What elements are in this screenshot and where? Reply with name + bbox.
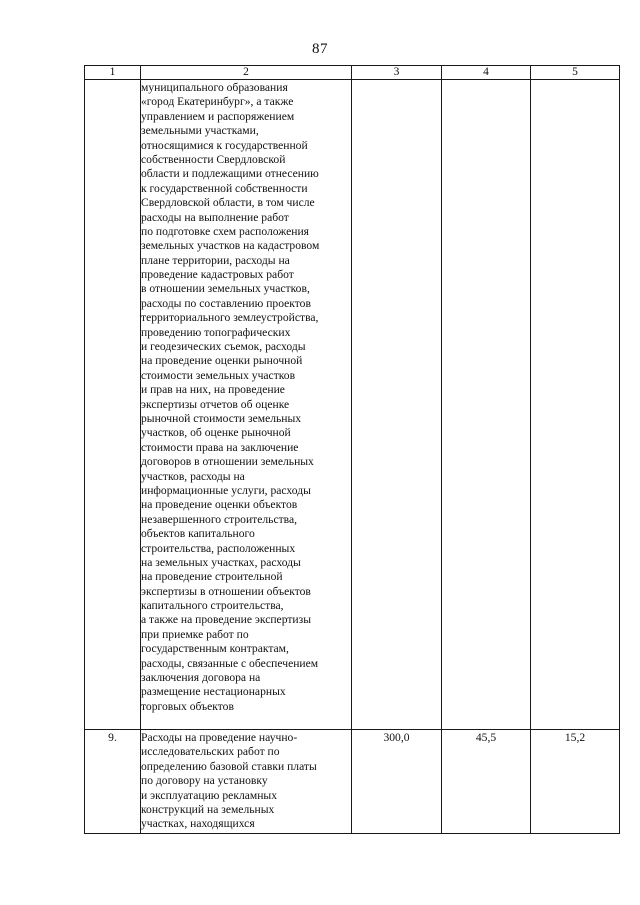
description-cell (141, 730, 352, 834)
value-cell-col3 (352, 80, 442, 730)
table-row (85, 80, 620, 730)
header-cell-2: 2 (141, 66, 352, 80)
budget-table (84, 65, 620, 834)
description-text: муниципального образования «город Екатеринбург», а также управлением и распоряжением земельными участками, относящимися к государственной собственности Свердловской области и подлежащими отнесению к государственной собственности Свердловской области, в том числе расходы на выполнение работ по подготовке схем расположения земельных участков на кадастровом плане территории, расходы на проведение кадастровых работ в отношении земельных участков, расходы по составлению проектов территориального землеустройства, проведению топографических и геодезических съемок, расходы на проведение оценки рыночной стоимости земельных участков и прав на них, на проведение экспертизы отчетов об оценке рыночной стоимости земельных участков, об оценке рыночной стоимости права на заключение договоров в отношении земельных участков, расходы на информационные услуги, расходы на проведение оценки объектов незавершенного строительства, объектов капитального строительства, расположенных на земельных участках, расходы на проведение строительной экспертизы в отношении объектов капитального строительства, а также на проведение экспертизы при приемке работ по государственным контрактам, расходы, связанные с обеспечением заключения договора на размещение нестационарных торговых объектов (141, 81, 320, 713)
value-cell-col5: 15,2 (531, 730, 620, 834)
value-cell-col5 (531, 80, 620, 730)
row-number-cell: 9. (85, 730, 141, 834)
header-cell-3: 3 (352, 66, 442, 80)
description-cell (141, 80, 352, 730)
table-header-row (85, 66, 620, 80)
value-cell-col4: 45,5 (442, 730, 531, 834)
value-cell-col3: 300,0 (352, 730, 442, 834)
header-cell-4: 4 (442, 66, 531, 80)
value-cell-col4 (442, 80, 531, 730)
header-cell-5: 5 (531, 66, 620, 80)
header-cell-1: 1 (85, 66, 141, 80)
description-text: Расходы на проведение научно- исследовательских работ по определению базовой ставки платы по договору на установку и эксплуатацию рекламных конструкций на земельных участках, находящихся (141, 731, 317, 831)
table-row (85, 730, 620, 834)
page-number: 87 (312, 41, 328, 57)
